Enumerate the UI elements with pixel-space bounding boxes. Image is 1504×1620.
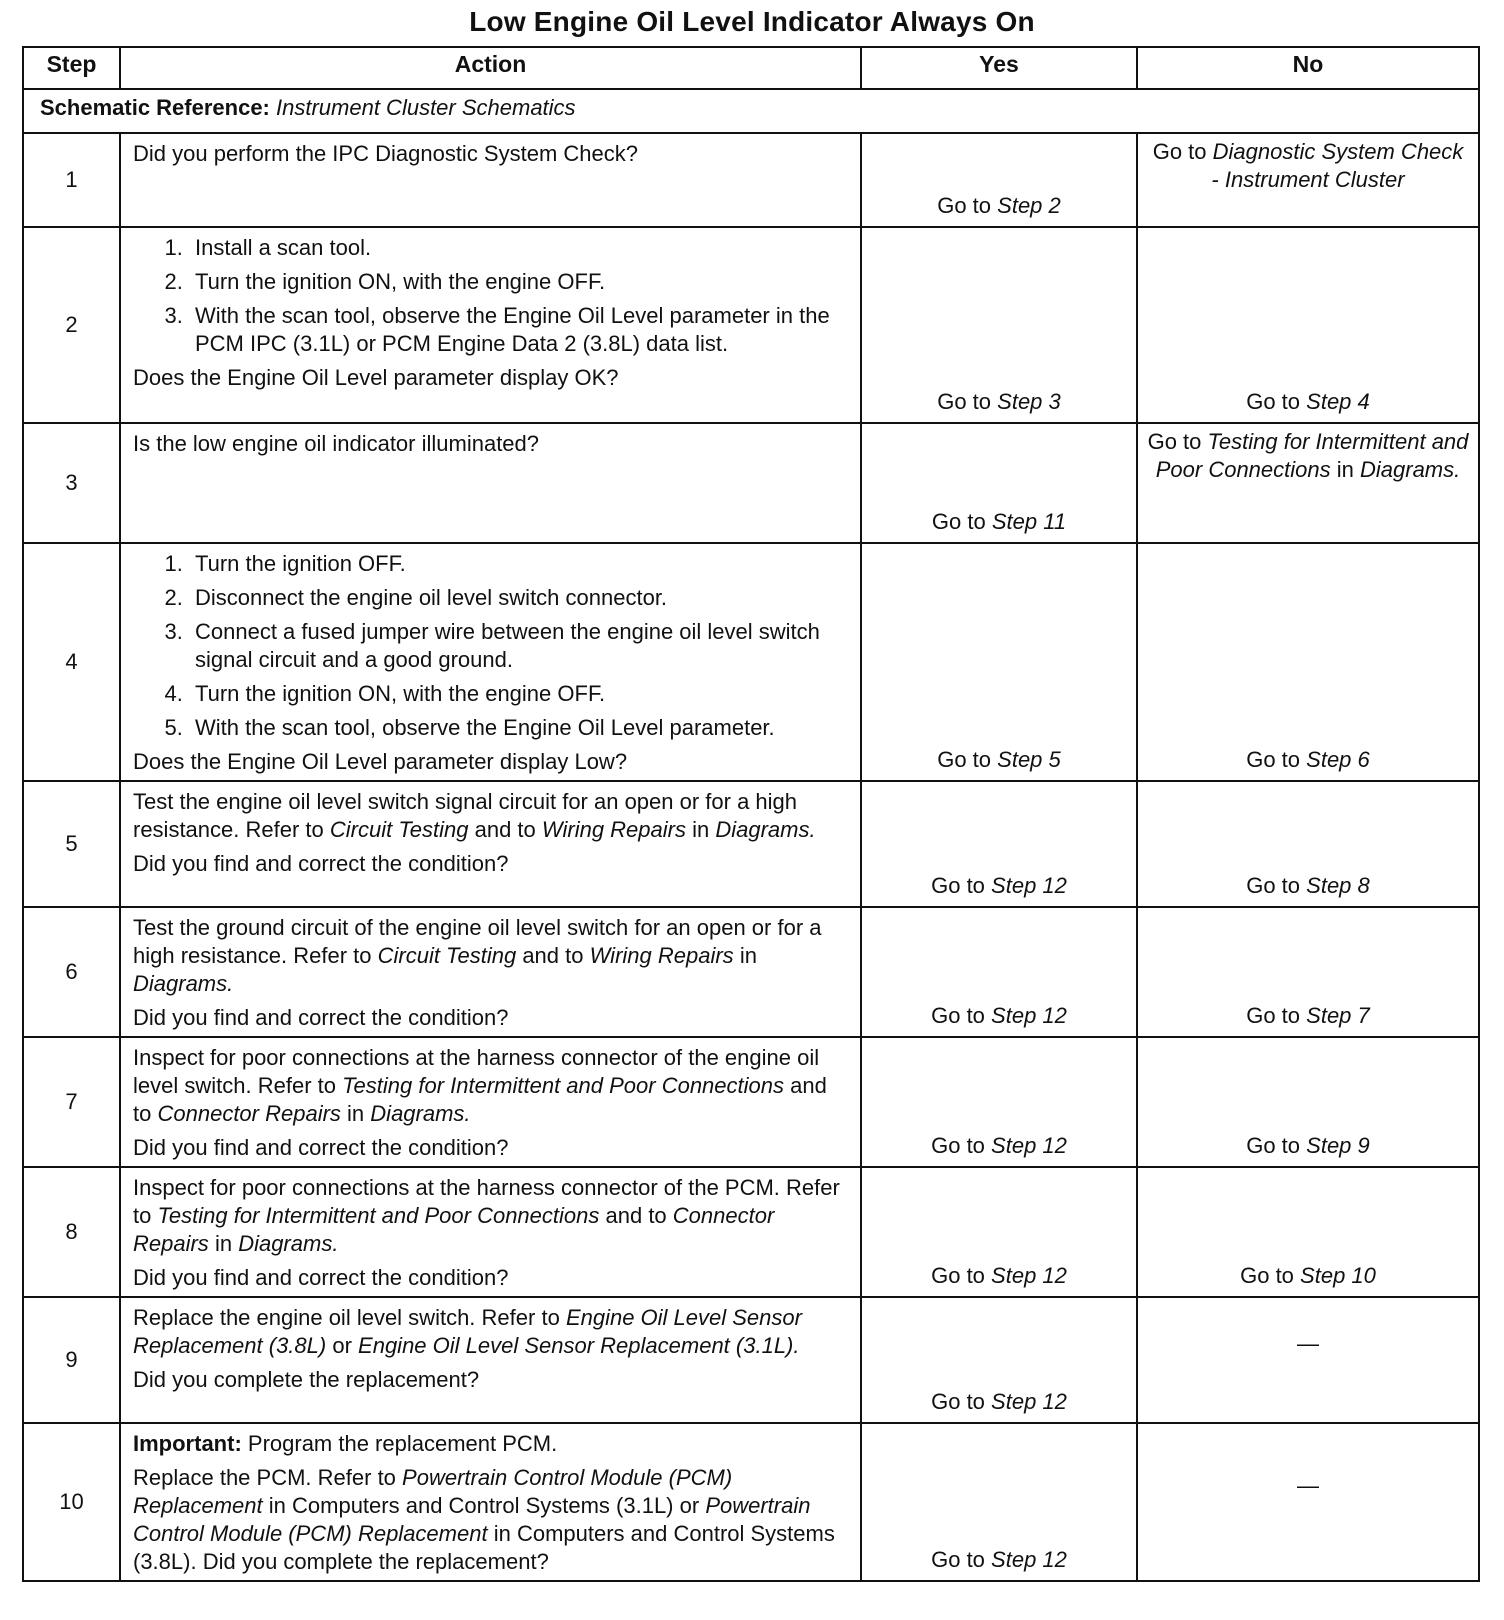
go-to-text: Go to	[931, 1133, 985, 1158]
no-cell	[1137, 133, 1479, 227]
list-item: 2. Turn the ignition ON, with the engine OFF.	[189, 268, 850, 296]
important-note: Important: Program the replacement PCM.	[133, 1431, 558, 1456]
yes-cell	[861, 227, 1137, 423]
yes-step-link[interactable]: Step 12	[991, 1263, 1067, 1288]
yes-cell	[861, 423, 1137, 543]
step-number: 3	[23, 423, 120, 543]
go-to-text: Go to	[1240, 1263, 1294, 1288]
step-number: 6	[23, 907, 120, 1037]
list-item: 4. Turn the ignition ON, with the engine OFF.	[189, 680, 850, 708]
document-name[interactable]: Computers and Control Systems (3.1L)	[292, 1493, 674, 1518]
yes-cell	[861, 907, 1137, 1037]
schematic-link[interactable]: Instrument Cluster Schematics	[276, 95, 576, 120]
table-row	[23, 1167, 1479, 1297]
action-text: Inspect for poor connections at the harness connector of the PCM. Refer to Testing for Intermittent and Poor Connections and to Connector Repairs in Diagrams.	[133, 1175, 840, 1256]
go-to-text: Go to	[1246, 1003, 1301, 1028]
no-step-link[interactable]: Step 9	[1306, 1133, 1370, 1158]
action-cell	[120, 1297, 861, 1423]
question: Did you perform the IPC Diagnostic System Check?	[133, 141, 638, 166]
yes-cell	[861, 543, 1137, 781]
step-number: 7	[23, 1037, 120, 1167]
step-number: 10	[23, 1423, 120, 1581]
go-to-text: Go to	[937, 193, 992, 218]
reference-link[interactable]: Testing for Intermittent and Poor Connections	[342, 1073, 784, 1098]
list-item: 3. Connect a fused jumper wire between the engine oil level switch signal circuit and a good ground.	[189, 618, 850, 674]
action-cell	[120, 543, 861, 781]
no-cell	[1137, 1423, 1479, 1581]
document-link[interactable]: Diagrams.	[715, 817, 816, 842]
document-name[interactable]: Computers and Control Systems (3.8L).	[133, 1521, 835, 1574]
yes-step-link[interactable]: Step 5	[997, 747, 1061, 772]
question: Did you find and correct the condition?	[133, 1265, 509, 1290]
table-row	[23, 1297, 1479, 1423]
go-to-text: Go to	[931, 1547, 985, 1572]
step-number: 9	[23, 1297, 120, 1423]
no-cell	[1137, 423, 1479, 543]
yes-step-link[interactable]: Step 11	[991, 509, 1067, 534]
procedure-list	[133, 550, 850, 742]
reference-link[interactable]: Connector Repairs	[157, 1101, 341, 1126]
header-yes: Yes	[861, 47, 1137, 89]
yes-step-link[interactable]: Step 12	[991, 873, 1067, 898]
question: Does the Engine Oil Level parameter display OK?	[133, 365, 619, 390]
step-number: 2	[23, 227, 120, 423]
list-item: 5. With the scan tool, observe the Engine Oil Level parameter.	[189, 714, 850, 742]
document-link[interactable]: Diagrams.	[133, 971, 234, 996]
go-to-text: Go to	[931, 873, 985, 898]
step-number: 1	[23, 133, 120, 227]
question: Does the Engine Oil Level parameter display Low?	[133, 749, 628, 774]
yes-step-link[interactable]: Step 12	[991, 1003, 1067, 1028]
go-to-text: Go to	[1246, 1133, 1301, 1158]
reference-link[interactable]: Testing for Intermittent and Poor Connections	[157, 1203, 600, 1228]
yes-step-link[interactable]: Step 12	[991, 1547, 1067, 1572]
action-cell	[120, 1037, 861, 1167]
yes-cell	[861, 1167, 1137, 1297]
action-cell	[120, 227, 861, 423]
question: Did you find and correct the condition?	[133, 851, 509, 876]
yes-cell	[861, 781, 1137, 907]
table-row	[23, 543, 1479, 781]
go-to-text: Go to	[1246, 389, 1301, 414]
list-item: 1. Install a scan tool.	[189, 234, 850, 262]
action-cell	[120, 907, 861, 1037]
action-cell	[120, 423, 861, 543]
table-row	[23, 781, 1479, 907]
important-label: Important:	[133, 1431, 242, 1456]
schematic-label: Schematic Reference:	[40, 95, 270, 120]
go-to-text: Go to	[1152, 139, 1207, 164]
no-link[interactable]: Testing for Intermittent and Poor Connections	[1155, 429, 1469, 482]
question: Did you find and correct the condition?	[133, 1135, 509, 1160]
yes-cell	[861, 1423, 1137, 1581]
question: Is the low engine oil indicator illuminated?	[133, 431, 540, 456]
document-link[interactable]: Diagrams.	[238, 1231, 339, 1256]
yes-step-link[interactable]: Step 2	[997, 193, 1061, 218]
schematic-reference	[23, 89, 1479, 133]
go-to-text: Go to	[1246, 747, 1301, 772]
table-row	[23, 227, 1479, 423]
go-to-text: Go to	[931, 1263, 985, 1288]
action-cell	[120, 133, 861, 227]
no-cell	[1137, 1167, 1479, 1297]
reference-link[interactable]: Wiring Repairs	[589, 943, 734, 968]
procedure-list	[133, 234, 850, 358]
no-step-link[interactable]: Step 4	[1306, 389, 1370, 414]
go-to-text: Go to	[937, 747, 992, 772]
yes-cell	[861, 1297, 1137, 1423]
not-applicable-dash: —	[1297, 1331, 1319, 1356]
list-item: 1. Turn the ignition OFF.	[189, 550, 850, 578]
no-cell	[1137, 1037, 1479, 1167]
not-applicable-dash: —	[1297, 1473, 1319, 1498]
header-no: No	[1137, 47, 1479, 89]
header-step: Step	[23, 47, 120, 89]
no-link[interactable]: Diagnostic System Check - Instrument Cluster	[1211, 139, 1464, 192]
diagnostic-table	[22, 46, 1480, 1582]
action-cell	[120, 1423, 861, 1581]
reference-link[interactable]: Engine Oil Level Sensor Replacement (3.1L).	[358, 1333, 800, 1358]
reference-link[interactable]: Powertrain Control Module (PCM) Replacement	[133, 1493, 811, 1546]
action-text: Inspect for poor connections at the harness connector of the engine oil level switch. Refer to Testing for Intermittent and Poor Connections and to Connector Repairs in Diagrams.	[133, 1045, 827, 1126]
table-row	[23, 1037, 1479, 1167]
yes-cell	[861, 1037, 1137, 1167]
page-title: Low Engine Oil Level Indicator Always On	[469, 6, 1035, 37]
no-step-link[interactable]: Step 8	[1306, 873, 1370, 898]
action-cell	[120, 1167, 861, 1297]
reference-link[interactable]: Circuit Testing	[377, 943, 517, 968]
go-to-text: Go to	[931, 1003, 985, 1028]
yes-step-link[interactable]: Step 12	[991, 1389, 1067, 1414]
step-number: 5	[23, 781, 120, 907]
action-text: Replace the PCM. Refer to Powertrain Control Module (PCM) Replacement in Computers and Control Systems (3.1L) or Powertrain Control Module (PCM) Replacement in Computers and Control Systems (3.8L). Did you complete the replacement?	[133, 1465, 835, 1574]
in-text: in	[1336, 457, 1354, 482]
yes-cell	[861, 133, 1137, 227]
question: Did you complete the replacement?	[202, 1549, 549, 1574]
yes-step-link[interactable]: Step 3	[997, 389, 1061, 414]
no-step-link[interactable]: Step 7	[1306, 1003, 1370, 1028]
question: Did you find and correct the condition?	[133, 1005, 509, 1030]
action-text: Test the engine oil level switch signal circuit for an open or for a high resistance. Refer to Circuit Testing and to Wiring Repairs in Diagrams.	[133, 789, 816, 842]
reference-link[interactable]: Powertrain Control Module (PCM) Replacement	[133, 1465, 733, 1518]
go-to-text: Go to	[1147, 429, 1202, 454]
header-row	[23, 47, 1479, 89]
reference-link[interactable]: Wiring Repairs	[541, 817, 686, 842]
no-cell	[1137, 543, 1479, 781]
go-to-text: Go to	[931, 1389, 985, 1414]
action-text: Replace the engine oil level switch. Refer to Engine Oil Level Sensor Replacement (3.8L) or Engine Oil Level Sensor Replacement (3.1L).	[133, 1305, 802, 1358]
table-row	[23, 1423, 1479, 1581]
no-step-link[interactable]: Step 10	[1300, 1263, 1376, 1288]
action-cell	[120, 781, 861, 907]
action-text: Test the ground circuit of the engine oil level switch for an open or for a high resistance. Refer to Circuit Testing and to Wiring Repairs in Diagrams.	[133, 915, 822, 996]
table-row	[23, 423, 1479, 543]
list-item: 2. Disconnect the engine oil level switch connector.	[189, 584, 850, 612]
question: Did you complete the replacement?	[133, 1367, 480, 1392]
schematic-reference-row	[23, 89, 1479, 133]
reference-link[interactable]: Engine Oil Level Sensor Replacement (3.8L)	[133, 1305, 802, 1358]
reference-link[interactable]: Circuit Testing	[329, 817, 469, 842]
go-to-text: Go to	[1246, 873, 1301, 898]
go-to-text: Go to	[937, 389, 992, 414]
no-cell	[1137, 227, 1479, 423]
yes-step-link[interactable]: Step 12	[991, 1133, 1067, 1158]
go-to-text: Go to	[931, 509, 986, 534]
no-step-link[interactable]: Step 6	[1306, 747, 1370, 772]
document-link[interactable]: Diagrams.	[370, 1101, 471, 1126]
no-cell	[1137, 907, 1479, 1037]
no-cell	[1137, 781, 1479, 907]
step-number: 8	[23, 1167, 120, 1297]
no-cell	[1137, 1297, 1479, 1423]
step-number: 4	[23, 543, 120, 781]
list-item: 3. With the scan tool, observe the Engine Oil Level parameter in the PCM IPC (3.1L) or PCM Engine Data 2 (3.8L) data list.	[189, 302, 850, 358]
table-row	[23, 907, 1479, 1037]
reference-link[interactable]: Connector Repairs	[133, 1203, 775, 1256]
no-doc-link[interactable]: Diagrams.	[1360, 457, 1461, 482]
table-row	[23, 133, 1479, 227]
header-action: Action	[120, 47, 861, 89]
